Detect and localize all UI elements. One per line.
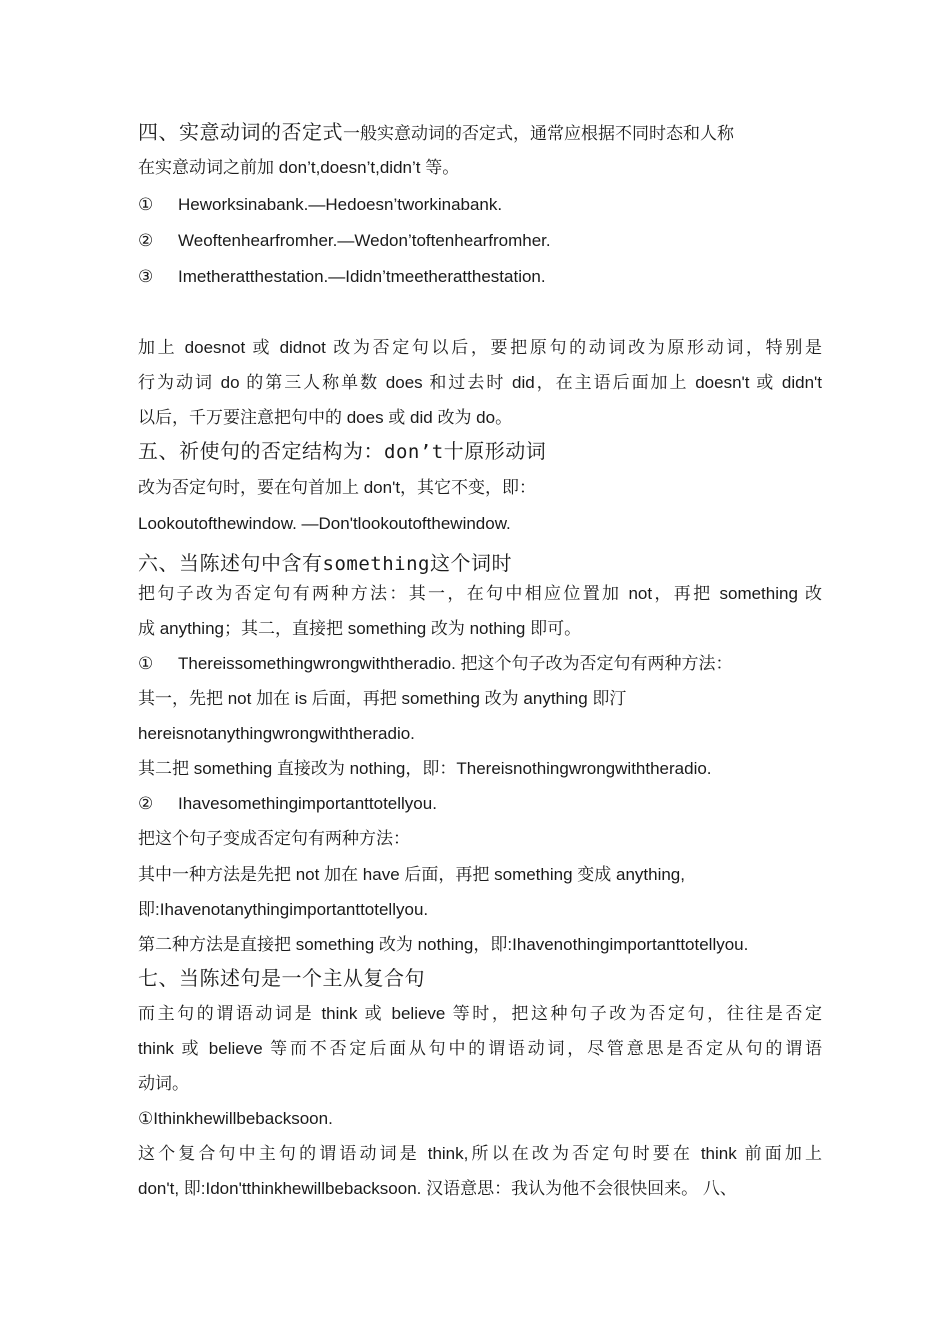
paragraph-line: don't, 即:Idon'tthinkhewillbebacksoon. 汉语意思：我认为他不会很快回来。 八、: [138, 1179, 737, 1198]
section-5-heading: [138, 437, 546, 466]
example-text: Thereissomethingwrongwiththeradio. 把这个句子改为否定句有两种方法：: [178, 654, 733, 673]
example-text: Imetheratthestation.—Ididn’tmeetheratthestation.: [178, 267, 546, 286]
paragraph-line: 第二种方法是直接把 something 改为 nothing，即:Ihavenothingimportanttotellyou.: [138, 935, 749, 954]
paragraph-line: 其二把 something 直接改为 nothing，即：Thereisnothingwrongwiththeradio.: [138, 759, 712, 778]
paragraph-line: 而主句的谓语动词是 think 或 believe 等时，把这种句子改为否定句，往往是否定: [138, 1004, 822, 1023]
example-number: ②: [138, 794, 154, 813]
paragraph-line: hereisnotanythingwrongwiththeradio.: [138, 724, 415, 743]
heading-text: 五、祈使句的否定结构为：: [138, 439, 384, 463]
paragraph-line: 其一，先把 not 加在 is 后面，再把 something 改为 anything 即汀: [138, 689, 627, 708]
example-item: ①Ithinkhewillbebacksoon.: [138, 1109, 333, 1128]
paragraph-line: 以后，千万要注意把句中的 does 或 did 改为 do。: [138, 408, 513, 427]
heading-keyword: something: [322, 553, 430, 575]
heading-keyword: don’t: [384, 441, 444, 463]
example-text: Heworksinabank.—Hedoesn’tworkinabank.: [178, 195, 503, 214]
example-number: ①: [138, 195, 154, 214]
paragraph-line: 动词。: [138, 1074, 189, 1093]
heading-text: 这个词时: [429, 551, 512, 575]
heading-text: 六、当陈述句中含有: [138, 551, 323, 575]
example-number: ②: [138, 231, 154, 250]
paragraph-line: 改为否定句时，要在句首加上 don't，其它不变，即：: [138, 478, 537, 497]
paragraph-line: 把句子改为否定句有两种方法：其一，在句中相应位置加 not，再把 something 改: [138, 584, 822, 603]
section-7-heading: 七、当陈述句是一个主从复合句: [138, 966, 425, 990]
example-item: [138, 265, 546, 289]
example-item: [138, 229, 551, 253]
paragraph-line: 把这个句子变成否定句有两种方法：: [138, 829, 410, 848]
paragraph-line: think 或 believe 等而不否定后面从句中的谓语动词，尽管意思是否定从句的谓语: [138, 1039, 822, 1058]
paragraph-line: 成 anything；其二，直接把 something 改为 nothing 即可。: [138, 619, 582, 638]
example-text: Ihavesomethingimportanttotellyou.: [178, 794, 437, 813]
example-item: [138, 193, 502, 217]
paragraph-line: 其中一种方法是先把 not 加在 have 后面，再把 something 变成 anything,: [138, 865, 685, 884]
section-4-title-tail: 一般实意动词的否定式，通常应根据不同时态和人称: [343, 124, 734, 144]
heading-text: 十原形动词: [443, 439, 547, 463]
example-number: ①: [138, 654, 154, 673]
section-6-heading: [138, 549, 512, 578]
paragraph-line: 行为动词 do 的第三人称单数 does 和过去时 did，在主语后面加上 doesn't 或 didn't: [138, 373, 822, 392]
paragraph-line: 这个复合句中主句的谓语动词是 think,所以在改为否定句时要在 think 前面加上: [138, 1144, 822, 1163]
example-text: Weoftenhearfromher.—Wedon’toftenhearfromher.: [178, 231, 551, 250]
example-item: [138, 792, 437, 816]
paragraph-line: Lookoutofthewindow. —Don'tlookoutofthewindow.: [138, 514, 511, 533]
section-4-line-2: 在实意动词之前加 don’t,doesn’t,didn’t 等。: [138, 158, 460, 177]
example-item: [138, 652, 733, 676]
section-4-title: 四、实意动词的否定式: [138, 120, 343, 144]
paragraph-line: 加上 doesnot 或 didnot 改为否定句以后，要把原句的动词改为原形动词，特别是: [138, 338, 822, 357]
section-4-heading: [138, 118, 734, 148]
example-number: ③: [138, 267, 154, 286]
paragraph-line: 即:Ihavenotanythingimportanttotellyou.: [138, 900, 429, 919]
